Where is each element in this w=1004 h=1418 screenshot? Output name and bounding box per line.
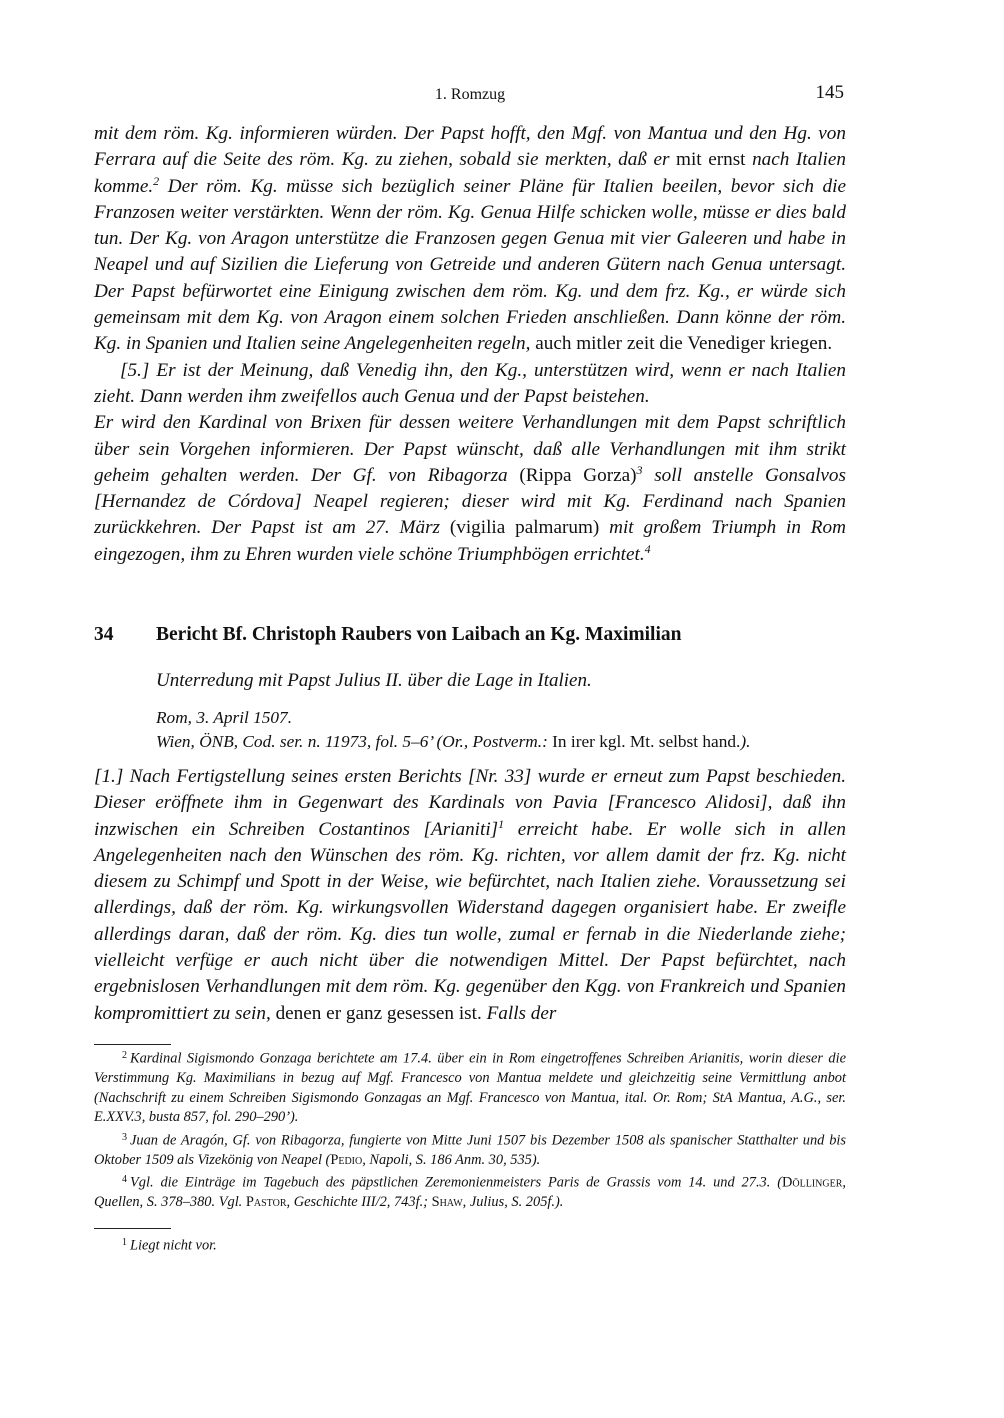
document-date: Rom, 3. April 1507. [156, 708, 293, 727]
text-run: soll anstelle Gonsalvos [Hernandez de Córdova] Neapel regieren; dieser wird mit Kg. Ferdinand nach Spanien zurückkehren. Der Papst ist am 27. März [94, 464, 846, 539]
author-name: Shaw [431, 1194, 463, 1210]
footnote-mark: 1 [122, 1237, 127, 1248]
text-run: Falls der [481, 1002, 557, 1024]
running-head [94, 84, 846, 108]
footnote-text: , Julius, S. 205f.). [462, 1194, 564, 1210]
footnote-text: Kardinal Sigismondo Gonzaga berichtete am 17.4. über ein in Rom eingetroffenes Schreiben Arianitis, worin dieser die Verstimmung Kg. Maximilians in bezug auf Mgf. Francesco von Mantua meldete und gleichzeitig seine Vermittlung anbot (Nachschrift zu einem Schreiben Sigismondo Gonzagas an Mgf. Francesco von Mantua, ital. Or. Rom; StA Mantua, A.G., ser. E.XXV.3, busta 857, fol. 290–290’). [94, 1050, 846, 1125]
footnote-ref: 3 [636, 462, 643, 477]
text-run: nach Italien komme. [94, 149, 847, 197]
text-run-roman: In irer kgl. Mt. selbst hand. [552, 732, 741, 751]
footnote-rule [94, 1228, 171, 1229]
footnote-text: , Quellen, S. 378–380. Vgl. [94, 1174, 846, 1210]
document-metadata [156, 706, 846, 754]
text-run-roman: denen er ganz gesessen ist. [270, 1002, 482, 1024]
footnotes-block-a [94, 1046, 846, 1213]
text-run: Er wird den Kardinal von Brixen für dessen weitere Verhandlungen mit dem Papst schriftlich über sein Vorgehen informieren. Der Papst wünscht, daß alle Verhandlungen mit ihm strikt geheim gehalten werden. Der Gf. von Ribagorza [94, 412, 846, 486]
chapter-title: 1. Romzug [434, 86, 506, 103]
footnote-mark: 4 [122, 1174, 127, 1185]
text-run: Der röm. Kg. müsse sich bezüglich seiner Pläne für Italien beeilen, bevor sich die Franzosen weiter verstärkten. Wenn der röm. Kg. Genua Hilfe schicken wolle, müsse er dies bald tun. Der Kg. von Aragon unterstütze die Franzosen gegen Genua mit vier Galeeren und habe in Neapel und auf Sizilien die Lieferung von Getreide und anderen Gütern nach Genua untersagt. Der Papst befürwortet eine Einigung zwischen dem röm. Kg. und dem frz. Kg., er würde sich gemeinsam mit dem Kg. von Aragon einem solchen Frieden anschließen. Dann könne der röm. Kg. in Spanien und Italien seine Angelegenheiten regeln, [94, 175, 846, 355]
text-run: ). [740, 732, 751, 751]
footnote-ref: 2 [153, 173, 160, 188]
footnote-text: Vgl. die Einträge im Tagebuch des päpstlichen Zeremonienmeisters Paris de Grassis vom 14. und 27.3. ( [130, 1174, 782, 1191]
footnote-1 [94, 1233, 846, 1256]
footnote-mark: 3 [122, 1131, 127, 1143]
text-run: Wien, ÖNB, Cod. ser. n. 11973, fol. 5–6’ (Or., Postverm.: [156, 732, 553, 751]
main-text-doc34 [94, 764, 846, 1027]
text-run-roman: (vigilia palmarum) [440, 517, 610, 539]
footnote-mark: 2 [122, 1050, 127, 1061]
footnote-2 [94, 1046, 846, 1128]
footnote-ref: 1 [498, 816, 505, 831]
text-run: erreicht habe. Er wolle sich in allen Angelegenheiten nach den Wünschen des röm. Kg. richten, vor allem damit der frz. Kg. nicht diesem zu Schimpf und Spott in der Weise, wie befürchtet, nach Italien ziehe. Voraussetzung sei allerdings, daß der röm. Kg. wirkungsvollen Widerstand dagegen organisiert habe. Er zweifle allerdings daran, daß der röm. Kg. dies tun wolle, zumal er fernab in die Niederlande ziehe; vielleicht verfüge er auch nicht über die notwendigen Mittel. Der Papst befürchtet, nach ergebnislosen Verhandlungen mit dem röm. Kg. gegenüber den Kgg. von Frankreich und Spanien kompromittiert zu sein, [94, 818, 847, 1024]
text-run: mit dem röm. Kg. informieren würden. Der Papst hofft, den Mgf. von Mantua und den Hg. von Ferrara auf die Seite des röm. Kg. zu ziehen, sobald sie merkten, daß er [94, 123, 846, 171]
footnote-4 [94, 1170, 846, 1213]
footnote-text: , Napoli, S. 186 Anm. 30, 535). [362, 1151, 541, 1168]
footnote-rule [94, 1044, 171, 1045]
text-run-roman: (Rippa Gorza) [507, 464, 637, 486]
author-name: Pastor [245, 1194, 287, 1210]
main-text-top [94, 121, 846, 568]
paragraph-brixen [94, 410, 846, 568]
paragraph-continued [94, 121, 846, 358]
footnote-text: Juan de Aragón, Gf. von Ribagorza, fungierte von Mitte Juni 1507 bis Dezember 1508 als spanischer Statthalter und bis Oktober 1509 als Vizekönig von Neapel ( [94, 1132, 846, 1168]
footnote-ref: 4 [644, 541, 651, 556]
text-run: mit großem Triumph in Rom eingezogen, ihm zu Ehren wurden viele schöne Triumphbögen errichtet. [94, 517, 846, 565]
document-source [156, 730, 846, 754]
text-run-roman: auch mitler zeit die Venediger kriegen. [530, 333, 833, 355]
footnote-3 [94, 1128, 846, 1171]
footnote-text: Liegt nicht vor. [130, 1237, 217, 1254]
text-run: [1.] Nach Fertigstellung seines ersten Berichts [Nr. 33] wurde er erneut zum Papst beschieden. Dieser eröffnete ihm in Gegenwart des Kardinals von Pavia [Francesco Alidosi], daß ihn inzwischen ein Schreiben Costantinos [Arianiti] [94, 766, 846, 840]
paragraph-1 [94, 764, 846, 1027]
text-run-roman: mit ernst [669, 149, 753, 171]
footnotes-block-b [94, 1233, 846, 1256]
footnote-text: , Geschichte III/2, 743f.; [286, 1194, 432, 1210]
author-name: Pedio [330, 1151, 363, 1168]
document-title: Bericht Bf. Christoph Raubers von Laibach an Kg. Maximilian [156, 624, 682, 645]
page-number: 145 [815, 82, 844, 103]
document-number: 34 [94, 624, 114, 645]
author-name: Döllinger [782, 1174, 843, 1191]
regest: Unterredung mit Papst Julius II. über die Lage in Italien. [156, 670, 592, 691]
paragraph-5: [5.] Er ist der Meinung, daß Venedig ihn, den Kg., unterstützen wird, wenn er nach Italien zieht. Dann werden ihm zweifellos auch Genua und der Papst beistehen. [94, 359, 846, 407]
